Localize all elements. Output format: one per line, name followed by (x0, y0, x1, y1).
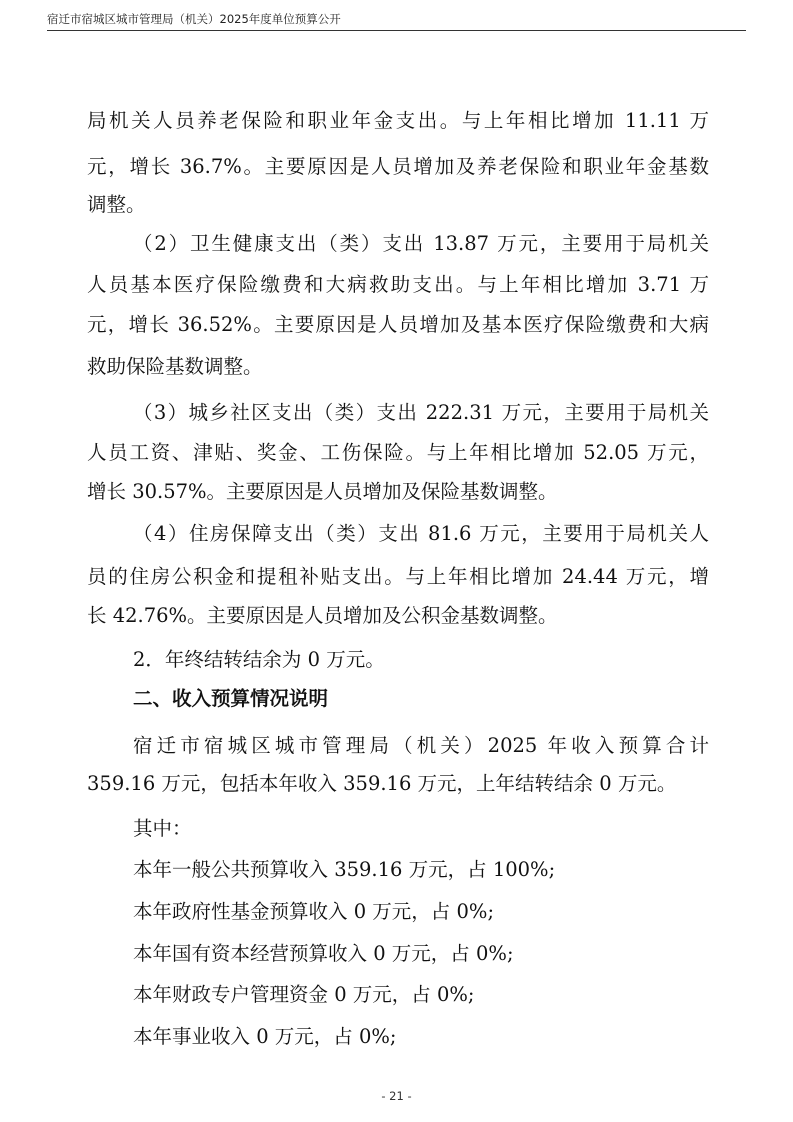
income-item: 本年政府性基金预算收入 0 万元，占 0%; (133, 900, 495, 923)
paragraph-first-line: 2．年终结转结余为 0 万元。 (133, 648, 385, 671)
paragraph-first-line: （4）住房保障支出（类）支出 81.6 万元，主要用于局机关人 (133, 522, 709, 545)
body-line: 元，增长 36.7%。主要原因是人员增加及养老保险和职业年金基数 (87, 155, 709, 178)
income-item: 本年财政专户管理资金 0 万元，占 0%; (133, 983, 475, 1006)
paragraph-first-line: 宿迁市宿城区城市管理局（机关）2025 年收入预算合计 (133, 734, 709, 757)
body-line: 调整。 (87, 193, 146, 216)
body-line: 救助保险基数调整。 (87, 355, 263, 378)
header-divider (47, 30, 746, 31)
body-line: 增长 30.57%。主要原因是人员增加及保险基数调整。 (87, 480, 558, 503)
body-line: 员的住房公积金和提租补贴支出。与上年相比增加 24.44 万元，增 (87, 565, 709, 588)
income-item: 本年一般公共预算收入 359.16 万元，占 100%; (133, 858, 556, 881)
body-line: 元，增长 36.52%。主要原因是人员增加及基本医疗保险缴费和大病 (87, 313, 709, 336)
paragraph-first-line: （3）城乡社区支出（类）支出 222.31 万元，主要用于局机关 (133, 401, 709, 424)
page-number: - 21 - (381, 1089, 412, 1103)
section-heading: 二、收入预算情况说明 (133, 687, 329, 710)
body-line: 人员工资、津贴、奖金、工伤保险。与上年相比增加 52.05 万元， (87, 441, 709, 464)
body-line: 局机关人员养老保险和职业年金支出。与上年相比增加 11.11 万 (87, 109, 709, 132)
page-header-title: 宿迁市宿城区城市管理局（机关）2025年度单位预算公开 (47, 12, 341, 26)
income-item: 本年国有资本经营预算收入 0 万元，占 0%; (133, 942, 514, 965)
income-item: 本年事业收入 0 万元，占 0%; (133, 1025, 397, 1048)
body-line: 359.16 万元，包括本年收入 359.16 万元，上年结转结余 0 万元。 (87, 772, 677, 795)
body-line: 人员基本医疗保险缴费和大病救助支出。与上年相比增加 3.71 万 (87, 273, 709, 296)
paragraph-first-line: （2）卫生健康支出（类）支出 13.87 万元，主要用于局机关 (133, 232, 709, 255)
body-line: 其中： (133, 817, 192, 840)
body-line: 长 42.76%。主要原因是人员增加及公积金基数调整。 (87, 604, 558, 627)
